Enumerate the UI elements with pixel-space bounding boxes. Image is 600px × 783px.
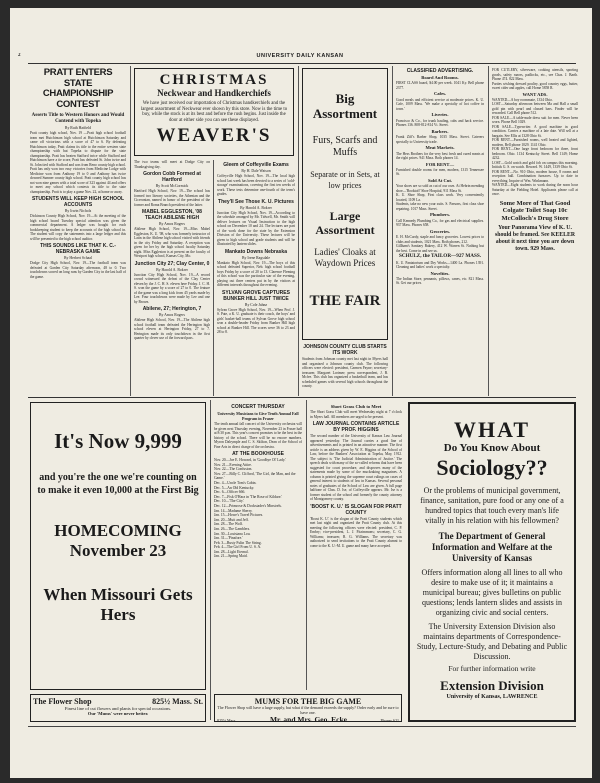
- program-item: Nov. 20—Joe E. Howard, in 'Goodbye Ol' Lady.': [214, 458, 287, 462]
- weavers-store: WEAVER'S: [156, 125, 272, 147]
- right-item: FOR CUTLERY, silverware, cooking utensils, sporting goods, safety razors, padlocks, etc., see Chas. J. Barth. Phone 474. 822 Mass.: [492, 68, 578, 81]
- program-item: Nov. 22—The Confusion.: [214, 467, 253, 472]
- classified-text: The Indian Store, pennants, pillows, canes, etc. 821 Mass. St. Get our prices.: [396, 276, 484, 286]
- classified-text: K. U. Pantatorium and Dry Works—1400 La. Phones 1391. Cleaning and ladies' work a specialty.: [396, 260, 484, 270]
- colgate-line-3: McColloch's Drug Store: [501, 214, 569, 222]
- middle-item-4-headline: Abilene, 27; Herington, 7: [142, 306, 202, 312]
- sociology-department: The Department of General Information and Welfare at the University of Kansas: [431, 531, 553, 563]
- program-item: Jan. 28—Light Eternal.: [214, 549, 249, 554]
- lead-subhead: Asserts Title to Western Honors and Would Contend with Topeka: [31, 113, 125, 124]
- program-item: Jan. 14—Madame Sherry.: [214, 508, 253, 513]
- short-grass-head: Short Grass Club to Meet: [330, 404, 382, 409]
- classified-text: The Hess Brothers for the very best fresh and cured meats at the right prices. 941 Mass. Both phones 14.: [396, 151, 484, 161]
- classified-text: Gillham's Sanitary Bakery, 412 W. Warren St. Nothing but the best. Come in and see us.: [396, 244, 484, 253]
- right-item: WANTED—Eight students to work during the noon hour Saturday at the Fielding Hotel. Applicants please call at once.: [492, 183, 578, 197]
- mums-title: MUMS FOR THE BIG GAME: [254, 697, 362, 706]
- classified-text: Good meals and efficient service at moderate prices. K. U. Cafe, 1009 Mass. 'We make a specialty of hot coffee in town.': [396, 97, 484, 111]
- third-item-3-byline: By Cole Jahnz: [244, 302, 268, 307]
- program-item: Nov. 21—Evening Attire.: [214, 462, 252, 467]
- third-column: [217, 160, 295, 396]
- short-grass-body: The Short Grass Club will meet Wednesday night at 7 o'clock in Myers hall. All members are urged to be present.: [310, 410, 402, 419]
- sociology-extension: The University Extension Division also maintains departments of Correspondence-Study, Lecture-Study, and Debating and Public Discussion.: [416, 622, 568, 661]
- johnson-column: [302, 344, 388, 396]
- homecoming-missouri: When Missouri Gets Hers: [43, 585, 193, 624]
- program-item: Jan. 28—The Wolf.: [214, 522, 243, 527]
- fair-assortment-2: Assortment: [315, 223, 375, 237]
- fair-store: THE FAIR: [309, 293, 381, 309]
- program-item: Jan. 26—The Gamblers.: [214, 526, 251, 531]
- christmas-title: CHRISTMAS: [159, 72, 269, 88]
- students-keep-body: Dickinson County High School, Nov. 19—At the meeting of the high school board Tuesday special attention was given the commercial department. A ledger was bought for each bookkeeping student to keep the accounts of the high school in. The student will copy the statements into a large ledger and this will be presented to the high school auditor.: [30, 214, 126, 241]
- classified-list: [396, 75, 484, 286]
- christmas-ad: [134, 68, 294, 156]
- right-item: FOR RENT—One large front bedroom for three, front bedroom. Ohio. 1134 Kentucky Street. Bell 1149; Home 4232.: [492, 147, 578, 161]
- bookhouse-head: AT THE BOOKHOUSE: [232, 451, 284, 457]
- middle-item-2-headline: MABEL EGGLESTON, '08 TEACH ABILENE HIGH: [142, 209, 202, 221]
- lead-story: [30, 68, 126, 396]
- classified-text: Students, take no new your suits. S. Parsons, first class shoe repairing. 1017 Mass. Street.: [396, 202, 484, 211]
- mums-phones: Phones 621: [380, 717, 399, 722]
- program-item: Jan. 30—Louisiana Lou.: [214, 531, 251, 536]
- classified-title: Sold At Cut.: [427, 177, 453, 183]
- mums-ad: [214, 694, 402, 722]
- lead-byline: By Ruth Hatfield: [64, 126, 92, 130]
- program-item: Jan. 31—'Pinafore.': [214, 536, 243, 541]
- mums-owners: Mr. and Mrs. Geo. Ecke: [269, 714, 347, 722]
- fair-assortment-1: Assortment: [312, 106, 378, 121]
- bookhouse-program: [214, 458, 302, 559]
- middle-item-3-headline: Junction City 27; Clay Center, 0: [134, 260, 210, 267]
- fair-separate: Separate or in Sets, at low prices: [310, 170, 380, 190]
- classified-text: Francisco & Co., for trunk hauling, cabs and hack service. Phones 136. 808-812-814 Vt. Street.: [396, 118, 484, 128]
- program-item: Dec. 10—'The City.': [214, 499, 245, 504]
- the-fair-ad: [302, 68, 388, 340]
- fair-large: Large: [329, 209, 361, 223]
- program-item: Jan. 20—Mutt and Jeff.: [214, 517, 249, 522]
- classified-title: Liveries.: [431, 112, 449, 118]
- fair-cloaks: Ladies' Cloaks at Waydown Prices: [314, 247, 376, 268]
- law-journal-body: The second number of the University of Kansas Law Journal appeared yesterday. The Journal carries a good line of advertisements and is printed in an attractive manner. The first article is an address given by W. E. Higgins of the School of Law, before the Bankers' Association at Topeka, May, 1912. The subject is 'The Judicial Administration of Justice.' The speech deals with many of the so-called reforms that have been suggested for court procedure, and disproves many of the statements made by some of the muckraking magazines. A column is printed giving the supreme court rulings on cases of general interest to students of law in Kansas. Several personal notes of graduates of the School of Law are given. A full page halftone of Chas. D. Ise, of Coffeyville appears. Mr. Ise is a former student of the school and formerly the county attorney of Montgomery county.: [310, 434, 402, 502]
- students-keep-byline: By Irwin Nichols: [64, 209, 92, 213]
- homecoming-date: November 23: [69, 541, 167, 560]
- right-item: LOST—Gold watch and gold fob on campus this morning. Initials G. S. on watch. Reward. W. 1449, 1339 Ohio St.: [492, 160, 578, 170]
- program-item: Jan. 21—Spring Maid.: [214, 554, 248, 559]
- third-item-2-body: Mankato High School, Nov. 19—The boys of this school defeated Superior, Neb. high school football boys Friday by a score of 20 to 13. Clarence Fleming of this school was the particular star of the evening, playing out three centers put in by the visitors at different intervals throughout the evening.: [217, 260, 295, 287]
- middle-item-4-body: Abilene High School, Nov. 19—The Abilene high school football team defeated the Herington high school eleven at Herington Friday, 27 to 7. Herington made its only touchdown in the first quarter by clever use of the forward pass.: [134, 318, 210, 340]
- fair-furs: Furs, Scarfs and Muffs: [312, 135, 378, 158]
- third-item-0-body: Coffeyville High School, Nov. 19—The local high school last week has been devoted to a series of 'cold-storage' examinations, covering the first ten weeks of work. These tests determine one-fourth of the term's grades.: [217, 174, 295, 196]
- right-item: WANTED—A boy roommate, 1334 Ohio.: [492, 97, 553, 102]
- students-keep-headline: STUDENTS WILL KEEP HIGH SCHOOL ACCOUNTS: [31, 196, 125, 208]
- third-item-3-body: Sylvan Grove High School, Nov. 19—When Prof. J. S. Pate, a K. U. graduate is their coach, the boys' and girls' basket-ball teams of Sylvan Grove high school won a double-header Friday from Bunker Hill high school at Bunker Hill. The scores were 36 to 23 and 28 to 8.: [217, 307, 295, 334]
- flower-shop-name: The Flower Shop: [33, 697, 92, 706]
- middle-item-3-byline: By Harold A. Bokrer: [156, 267, 188, 272]
- third-item-2-byline: By Irene Ragsdale: [241, 255, 271, 260]
- page-number: 2: [18, 53, 21, 58]
- middle-item-0: The two teams will meet at Dodge City on Thanksgiving day.: [134, 160, 210, 169]
- want-ads-head: WANT ADS.: [522, 91, 548, 97]
- classified-title: Barbers.: [431, 128, 449, 134]
- program-item: Dec. 7—Fisk O'Hara in 'The Rose of Kildare.': [214, 494, 283, 499]
- concert-headline: CONCERT THURSDAY: [231, 404, 285, 410]
- classified-title: FOR RENT—: [425, 161, 455, 167]
- classified-text: Call Kennedy Plumbing Co., for gas and electrical supplies. 937 Mass. Phones 658.: [396, 218, 484, 228]
- right-column: [492, 68, 578, 394]
- middle-item-4-byline: By Amos Rogers: [159, 313, 185, 317]
- classified-text: K. U. Shoe Shop, First class work. Very conveniently located, 1109 La.: [396, 193, 484, 202]
- third-item-1-headline: They'll See Those K. U. Pictures: [218, 198, 294, 205]
- colgate-line-1: Some More of That Good: [499, 199, 571, 207]
- flower-shop-mums: Our 'Mums' were never better.: [87, 711, 149, 717]
- sounds-like-byline: By Herbert Schaal: [63, 256, 93, 260]
- johnson-body: Students from Johnson county met last night in Myers hall and organized a Johnson county club. The following officers were elected: president, Carmen Payne; secretary-treasurer, Margaret Lorimer; press correspondent, J. B. Mcfee. This club has organized a basketball team, and has scheduled games with several high schools throughout the county.: [302, 357, 388, 388]
- classified-title: Cafes.: [433, 91, 447, 97]
- sociology-know: Do You Know About: [443, 442, 541, 454]
- program-item: Dec. 4—Uncle Tom's Cabin.: [214, 480, 257, 485]
- concert-body: The tenth annual fall concert of the University orchestra will be given next Thursday evening, November 23 in Fraser hall at 8:30 p.m. This year's concert promises to be the best in the history of the school. There will be no encore numbers. Myron Dalrymple and C. S. Skilton, Dean of the School of Fine Arts in direct charge of the orchestra.: [214, 422, 302, 449]
- right-item: FOR SALE—Typewriter. A good machine in good condition. Carries a machine of a late date. Will sell at a bargain. See Ellis at 1328 Ohio St.: [492, 124, 578, 138]
- sociology-division: Extension Division: [440, 678, 544, 693]
- panorama-ad: Your Panorama View of K. U. should be framed. See KEELER about it next time you are down town. 929 Mass.: [494, 225, 576, 253]
- christmas-body: We have just received our importation of Christmas handkerchiefs and the largest assortment of Neckwear ever shown by this store. Now is the time to buy, while the stock is at its best and before the rush begins. Just inside the door at either side you can see these displayed.: [140, 101, 288, 123]
- classified-text: Furnished double rooms for men, modern, 1315 Tennessee St.: [396, 167, 484, 177]
- mums-blurb: The Flower Shop will have a large supply, but what if the demand exceeds the supply? Order early and be sure to have one.: [217, 705, 399, 715]
- program-item: Dec. 6—Officer 666.: [214, 490, 246, 495]
- sociology-offers: Offers information along all lines to all who desire to make use of it; it maintains a municipal bureau; gives bulletins on public questions; lends lantern slides and assists in organizing civic and social centers.: [421, 568, 563, 617]
- lead-body: Pratt county high school, Nov. 19 —Pratt high school football team met Hutchinson high school at Hutchinson Saturday and came off victorious with a score of 47 to 6. By defeating Hutchinson today, Pratt claims its title to the entire western state championship with but Topeka to dispute for the state championship. Pratt has beaten Stafford twice while Stafford and Hutchinson have a tie score, Pratt has defeated St. John twice and St. John tied with Stafford and was from Reno county high school. Pratt has only won two easy victories from Medicine Lodge with Medicine won from Anthony 19 to 0 and Anthony has twice downed Sumner county high school. Pratt county high school has not won nine games with a total score of 323 against 44 and offers to meet any school which contests its title to the state championship. Pratt is to play a game Nov. 22, at home or away.: [30, 131, 126, 194]
- classified-title: Novelties.: [430, 270, 450, 276]
- law-journal-column: [310, 402, 402, 690]
- colgate-line-2: Colgate Toilet Soap 10c: [502, 207, 568, 215]
- fair-big: Big: [335, 91, 355, 106]
- third-item-3-headline: SYLVAN GROVE CAPTURES BUNKER HILL JUST TWICE: [222, 289, 290, 302]
- sociology-write: For further information write: [448, 664, 536, 673]
- classified-text: Your shoes are so sold as cut of our own. At Hebrin mending shoe—'Booktoff' Shoe Hospital, 911 Mass St.: [396, 184, 484, 193]
- program-item: Feb. 4—The Girl From U. S. A.: [214, 545, 262, 550]
- lead-headline: PRATT ENTERS STATE CHAMPIONSHIP CONTEST: [42, 68, 114, 110]
- classified-title: Meat Markets.: [425, 145, 455, 151]
- classified-text: FIRST CLASS board, $4.00 per week. 1041 Ky. Bell phone 2377.: [396, 81, 484, 90]
- flower-shop-address: 825½ Mass. St.: [152, 697, 203, 706]
- sociology-problems: Or the problems of municipal government, finance, sanitation, pure food or any one of a hundred topics that touch every man's life vitally in his relation with his fellowmen?: [420, 486, 564, 525]
- classified-title: SCHULZ, the TAILOR—927 MASS.: [398, 253, 482, 260]
- third-item-1-body: Junction City High School, Nov. 19—According to the schedule arranged by Mr. Tidwell, Mr. Smith will deliver lectures on Visual Instruction to the high school on December 10 and 24. The lectures are part of the work done for the state by the Extension Division of the University. These lectures will be given to high school and grade students and will be illustrated by lantern slides.: [217, 210, 295, 246]
- concert-subhead: University Musicians to Give Tenth Annual Fall Program in Fraser: [217, 411, 299, 421]
- sociology-what: WHAT: [453, 417, 531, 442]
- johnson-headline: JOHNSON COUNTY CLUB STARTS ITS WORK: [303, 344, 387, 356]
- mums-address: 825½ Mass.: [217, 717, 237, 722]
- sociology-title: Sociology??: [436, 455, 548, 480]
- classified-title: Board And Rooms.: [421, 75, 459, 80]
- program-item: Jan. 15—Howe's Travel Pictures.: [214, 513, 264, 518]
- christmas-subtitle: Neckwear and Handkerchiefs: [157, 88, 271, 98]
- middle-item-1-byline: By Scott McCormick: [155, 184, 189, 188]
- classified-head: CLASSIFIED ADVERTISING.: [406, 68, 474, 74]
- homecoming-title: HOMECOMING: [54, 521, 182, 540]
- third-item-0-headline: Gleem of Coffeyville Exams: [223, 162, 289, 168]
- middle-item-2-byline: By Amos Rogers: [159, 222, 185, 226]
- right-item: FOR SALE—A table-nude dress suit for men. Never been worn. Phone Bell 1029.: [492, 115, 578, 125]
- third-item-2-headline: Mankato Downs Nebraska: [225, 248, 287, 255]
- boost-headline: 'BOOST K. U.' IS SLOGAN FOR PRATT COUNTY: [310, 503, 402, 516]
- homecoming-invite: and you're the one we're counting on to make it even 10,000 at the First Big: [37, 472, 199, 496]
- classified-column: [396, 68, 484, 394]
- classified-text: Frank Ziff's Barber Shop, 1035 Mass. Street. Caterers specially to University trade.: [396, 135, 484, 144]
- program-item: Feb. 3—Busty Fulin The String.: [214, 540, 262, 545]
- sounds-like-body: Dodge City High School, Nov. 19—The football team was defeated at Garden City Saturday afternoon, 48 to 0. Two touchdowns scored on long runs by Garden City in the last half of the game.: [30, 261, 126, 279]
- third-item-0-byline: By H. Dale Watson: [241, 169, 271, 173]
- classified-text: E. H. McCurdy, staple and fancy groceries. Lowest prices to clubs and students, 1021 Mass. Both phones, 212.: [396, 235, 484, 244]
- classified-title: Groceries.: [429, 228, 451, 234]
- sociology-university: University of Kansas, LAWRENCE: [446, 694, 538, 700]
- flower-shop-blurb: Finest line of cut flowers and plants for special occasions.: [64, 706, 172, 711]
- right-item: Parties wishing dressed poultry, good country eggs, butter, sweet cider and apples, call Home 5858 R.: [492, 81, 578, 90]
- right-item: FOR RENT—No. 910 Ohio, modern house, 8 rooms and reception hall. Combination furnaces. Up to date in everything. Inquire of Wm. Winkmann.: [492, 169, 578, 183]
- program-item: Dec. 5—An Old Kentucky.: [214, 485, 255, 490]
- newspaper-page: [10, 8, 592, 778]
- boost-body: 'Boost K. U.' is the slogan of the Pratt County students which met last night and organized the Pratt County club. At this meeting the following officers were elected: president, C. P. Embry; vice-president, L. J. Fitzimmons; secretary, C. G. Williams; treasurer, R. G. Williams. The secretary was authorized to send invitations to the Pratt County alumni to come to the K. U.-M. U. game and many have accepted.: [310, 516, 402, 548]
- flower-shop-ad: [30, 694, 206, 722]
- right-item: FOR RENT—Furnished rooms, well heated and lighted, modern, Bell phone 1029. 1141 Ohio.: [492, 138, 578, 147]
- third-item-1-byline: By Harold A. Bokrer: [240, 205, 272, 210]
- sociology-ad: [408, 402, 576, 722]
- program-item: Dec. 12—Primrose & Dockstader's Minstrels.: [214, 503, 282, 508]
- program-item: Nov. 27—Billy C. Clifford, 'The Girl, the Man, and the Game.': [214, 471, 296, 481]
- homecoming-ad: [30, 402, 206, 690]
- classified-title: Plumbers.: [429, 212, 451, 218]
- middle-item-1-headline: Gordon Cobb Formed at Hartford: [143, 171, 201, 183]
- concert-column: [214, 402, 302, 690]
- right-item: LOST—Saturday afternoon between Ma and Hall a small gold pin with pearl and chased bars. Finder will be rewarded. Call Bell phone 512.: [492, 102, 578, 116]
- homecoming-count: It's Now 9,999: [54, 429, 182, 453]
- masthead: UNIVERSITY DAILY KANSAN: [256, 53, 344, 59]
- middle-column: [134, 160, 210, 396]
- middle-item-2-body: Abilene High School, Nov. 19—Miss Mabel Eggleston, K. U. '08, who was formerly instructor of Latin in the Abilene high school visited with friends in the city Friday and Saturday. A reception was given for her by the high school faculty Saturday night. Miss Eggleston is at present on the faculty of Westport high school, Kansas City, Mo.: [134, 227, 210, 258]
- sounds-like-headline: THIS SOUNDS LIKE THAT K. C.-NEBRASKA GAME: [40, 243, 116, 255]
- middle-item-1-body: Hartford High School, Nov. 19—The school has formed two literary societies, the Athenian and the Ciceronian, named in honor of the president of the former and Roma Branch president of the latter.: [134, 189, 210, 207]
- law-journal-headline: LAW JOURNAL CONTAINS ARTICLE BY PROF. HIGGINS: [312, 421, 400, 434]
- middle-item-3-body: Junction City High School, Nov. 19—A record crowd witnessed the defeat of the Clay Center eleven by the J. C. H. S. eleven here Friday. J. C. H. S. won the game by a score of 27 to 0. The feature of the game was a long kick from 45 yards made by Lee. Four touchdowns were made by Lee and one by Brown.: [134, 272, 210, 304]
